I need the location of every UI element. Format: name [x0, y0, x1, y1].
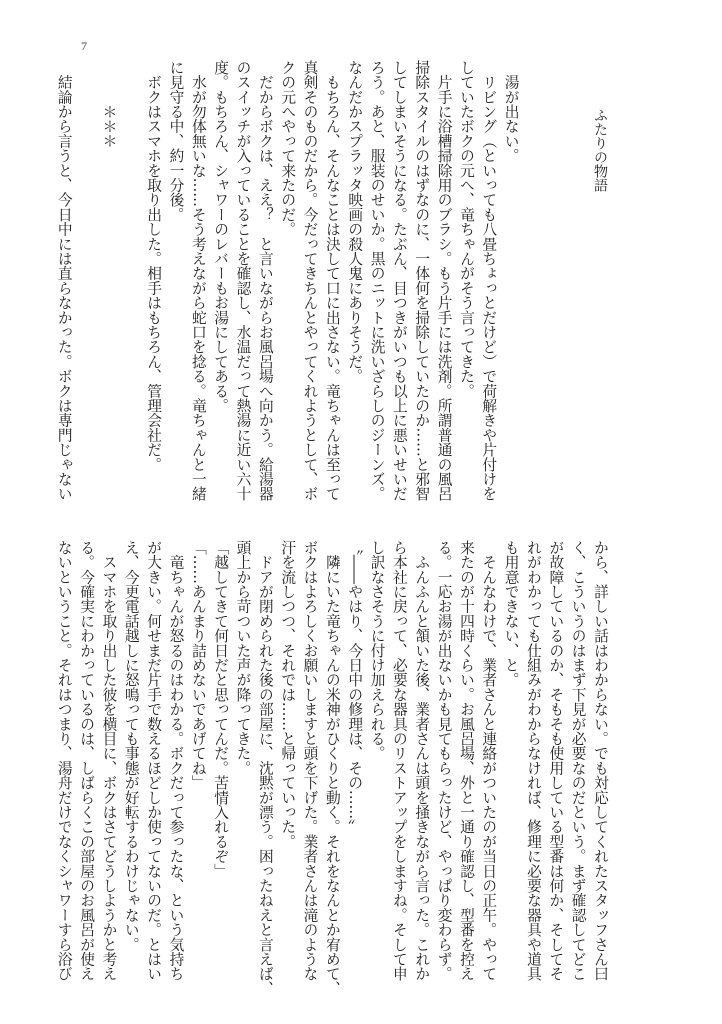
blank-line — [75, 60, 97, 501]
text-line: し訳なさそうに付け加えられる。 — [368, 540, 386, 761]
text-line: 隣にいた竜ちゃんの米神がひくりと動く。それをなんとか宥めて、 — [323, 540, 341, 996]
blank-line — [544, 60, 566, 501]
text-line: ドアが閉められた後の部屋に、沈黙が漂う。困ったねえと言えば、 — [256, 540, 274, 996]
bottom-text-block — [52, 540, 611, 996]
text-line: も用意できない、と。 — [502, 540, 520, 687]
text-line: だからボクは、ええ？ と言いながらお風呂場へ向かう。給湯器 — [256, 60, 274, 501]
text-line: く、こういうのはまず下見が必要なのだという。まず確認してどこ — [569, 540, 587, 981]
text-line: もちろん、そんなことは決して口に出さない。竜ちゃんは至って — [323, 60, 341, 501]
text-line: ろう。あと、服装のせいか。黒のニットに洗いざらしのジーンズ。 — [368, 60, 386, 501]
text-line: から、詳しい話はわからない。でも対応してくれたスタッフさん曰 — [592, 540, 609, 981]
text-line: る。今確実にわかっているのは、しばらくこの部屋のお風呂が使え — [78, 540, 96, 981]
text-line: 汗を流しつつ、それでは……と帰っていった。 — [279, 540, 297, 849]
text-line: してしまいそうになる。たぶん、目つきがいつも以上に悪いせいだ — [390, 60, 408, 501]
text-line: が故障しているのか、そもそも使用している型番は何か、そしてそ — [547, 540, 565, 981]
text-line: スマホを取り出した彼を横目に、ボクはさてどうしようかと考え — [100, 540, 118, 981]
text-line: ふんふんと頷いた後、業者さんは頭を掻きながら言った。これか — [413, 540, 431, 981]
text-line: 度。もちろん、シャワーのレバーもお湯にしてある。 — [212, 60, 230, 413]
text-line: ないということ。それはつまり、湯舟だけでなくシャワーすら浴び — [55, 540, 73, 981]
text-line: ボクはよろしくお願いしますと頭を下げた。業者さんは滝のような — [301, 540, 319, 981]
text-line: に見守る中、約一分後。 — [167, 60, 185, 222]
chapter-title: ふたりの物語 — [592, 108, 608, 192]
text-line: リビング（といっても八畳ちょっとだけど）で荷解きや片付けを — [480, 60, 498, 501]
text-line: 〝――やはり、今日中の修理は、その……〟 — [346, 540, 364, 834]
text-line: ら本社に戻って、必要な器具のリストアップをしますね。そして申 — [390, 540, 408, 981]
text-line: していたボクの元へ、竜ちゃんがそう言ってきた。 — [457, 60, 475, 399]
page-number: 7 — [81, 39, 87, 53]
text-line: 湯が出ない。 — [502, 60, 520, 163]
text-line: 「越してきて何日だと思ってんだ。苦情入れるぞ」 — [212, 540, 230, 879]
text-line: のスイッチが入っていることを確認し、水温だって熱湯に近い六十 — [234, 60, 252, 501]
blank-line — [522, 60, 544, 501]
text-line: 真剣そのものだから。今だってきちんとやってくれようとして、ボ — [301, 60, 319, 501]
text-line: 水が勿体無いな……そう考えながら蛇口を捻る。竜ちゃんと一緒 — [189, 60, 207, 501]
text-line: ボクはスマホを取り出した。相手はもちろん、管理会社だ。 — [145, 60, 163, 472]
text-line: 頭上から苛ついた声が降ってきた。 — [234, 540, 252, 776]
blank-line — [566, 60, 588, 501]
blank-line — [119, 60, 141, 501]
text-line: 竜ちゃんが怒るのはわかる。ボクだって参ったな、という気持ち — [167, 540, 185, 981]
text-line: 「……あんまり詰めないであげてね」 — [189, 540, 207, 790]
text-line: 片手に浴槽掃除用のブラシ。もう片手には洗剤。所謂普通の風呂 — [435, 60, 453, 501]
text-line: が大きい。何せまだ片手で数えるほどしか使ってないのだ。とはい — [145, 540, 163, 981]
text-line: なんだかスプラッタ映画の殺人鬼にありそうだ。 — [346, 60, 364, 384]
top-text-block — [52, 60, 611, 501]
text-line: クの元へやって来たのだ。 — [279, 60, 297, 237]
section-break: ＊＊＊ — [100, 104, 118, 149]
text-line: 結論から言うと、今日中には直らなかった。ボクは専門じゃない — [55, 60, 73, 501]
text-line: え、今更電話越しに怒鳴っても事態が好転するわけじゃない。 — [122, 540, 140, 952]
text-line: 来たのが十四時くらい。お風呂場、外と一通り確認し、型番を控え — [457, 540, 475, 981]
text-line: そんなわけで、業者さんと連絡がついたのが当日の正午。やって — [480, 540, 498, 981]
text-line: 掃除スタイルのはずなのに、一体何を掃除していたのか……と邪智 — [413, 60, 431, 501]
text-line: る。一応お湯が出ないかも見てもらったけど、やっぱり変わらず。 — [435, 540, 453, 981]
text-line: れがわかっても仕組みがわからなければ、修理に必要な器具や道具 — [524, 540, 542, 981]
